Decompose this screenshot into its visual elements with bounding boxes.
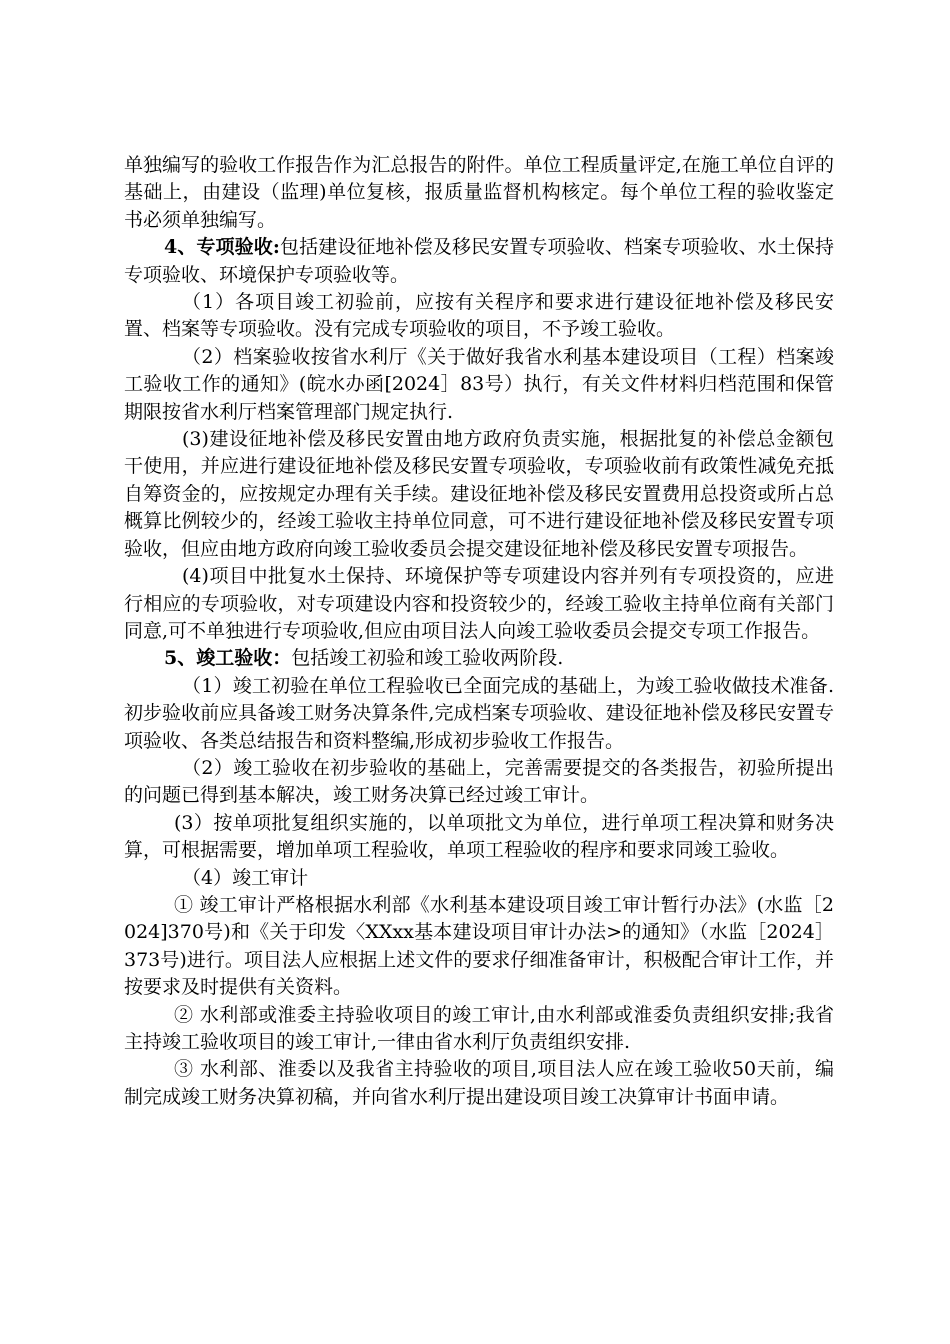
paragraph-text: 包括建设征地补偿及移民安置专项验收、档案专项验收、水土保持专项验收、环境保护专项验收等。 bbox=[124, 236, 834, 286]
paragraph: ③ 水利部、淮委以及我省主持验收的项目,项目法人应在竣工验收50天前，编制完成竣工财务决算初稿，并向省水利厅提出建设项目竣工决算审计书面申请。 bbox=[124, 1058, 834, 1108]
paragraph: （1）各项目竣工初验前，应按有关程序和要求进行建设征地补偿及移民安置、档案等专项验收。没有完成专项验收的项目，不予竣工验收。 bbox=[124, 291, 834, 341]
paragraph: ① 竣工审计严格根据水利部《水利基本建设项目竣工审计暂行办法》(水监［2024]370号)和《关于印发〈XXxx基本建设项目审计办法>的通知》（水监［2024］373号)进行。项目法人应根据上述文件的要求仔细准备审计，积极配合审计工作，并按要求及时提供有关资料。 bbox=[124, 893, 834, 999]
paragraph: 单独编写的验收工作报告作为汇总报告的附件。单位工程质量评定,在施工单位自评的基础上，由建设（监理)单位复核，报质量监督机构核定。每个单位工程的验收鉴定书必须单独编写。 bbox=[124, 154, 834, 231]
paragraph: （1）竣工初验在单位工程验收已全面完成的基础上，为竣工验收做技术准备.初步验收前应具备竣工财务决算条件,完成档案专项验收、建设征地补偿及移民安置专项验收、各类总结报告和资料整编,形成初步验收工作报告。 bbox=[124, 674, 834, 752]
paragraph: （2）竣工验收在初步验收的基础上，完善需要提交的各类报告，初验所提出的问题已得到基本解决，竣工财务决算已经过竣工审计。 bbox=[124, 756, 834, 807]
paragraph: (3)建设征地补偿及移民安置由地方政府负责实施，根据批复的补偿总金额包干使用，并应进行建设征地补偿及移民安置专项验收，专项验收前有政策性减免充抵自筹资金的，应按规定办理有关手续。建设征地补偿及移民安置费用总投资或所占总概算比例较少的，经竣工验收主持单位同意，可不进行建设征地补偿及移民安置专项验收，但应由地方政府向竣工验收委员会提交建设征地补偿及移民安置专项报告。 bbox=[124, 428, 834, 560]
section-heading: 4、专项验收: bbox=[164, 236, 280, 259]
paragraph: （2）档案验收按省水利厅《关于做好我省水利基本建设项目（工程）档案竣工验收工作的通知》(皖水办函[2024］83号）执行，有关文件材料归档范围和保管期限按省水利厅档案管理部门规定执行. bbox=[124, 345, 834, 423]
document-body bbox=[124, 152, 834, 1111]
section-heading: 5、竣工验收： bbox=[164, 647, 292, 670]
section-heading-paragraph bbox=[124, 645, 834, 672]
paragraph: (3）按单项批复组织实施的，以单项批文为单位，进行单项工程决算和财务决算，可根据需要，增加单项工程验收，单项工程验收的程序和要求同竣工验收。 bbox=[124, 811, 834, 862]
section-heading-paragraph bbox=[124, 234, 834, 289]
paragraph: (4)项目中批复水土保持、环境保护等专项建设内容并列有专项投资的，应进行相应的专项验收，对专项建设内容和投资较少的，经竣工验收主持单位商有关部门同意,可不单独进行专项验收,但应由项目法人向竣工验收委员会提交专项工作报告。 bbox=[124, 565, 834, 642]
paragraph: （4）竣工审计 bbox=[182, 866, 309, 889]
paragraph: ② 水利部或淮委主持验收项目的竣工审计,由水利部或淮委负责组织安排;我省主持竣工验收项目的竣工审计,一律由省水利厅负责组织安排. bbox=[124, 1003, 834, 1053]
paragraph-text: 包括竣工初验和竣工验收两阶段. bbox=[291, 647, 564, 670]
